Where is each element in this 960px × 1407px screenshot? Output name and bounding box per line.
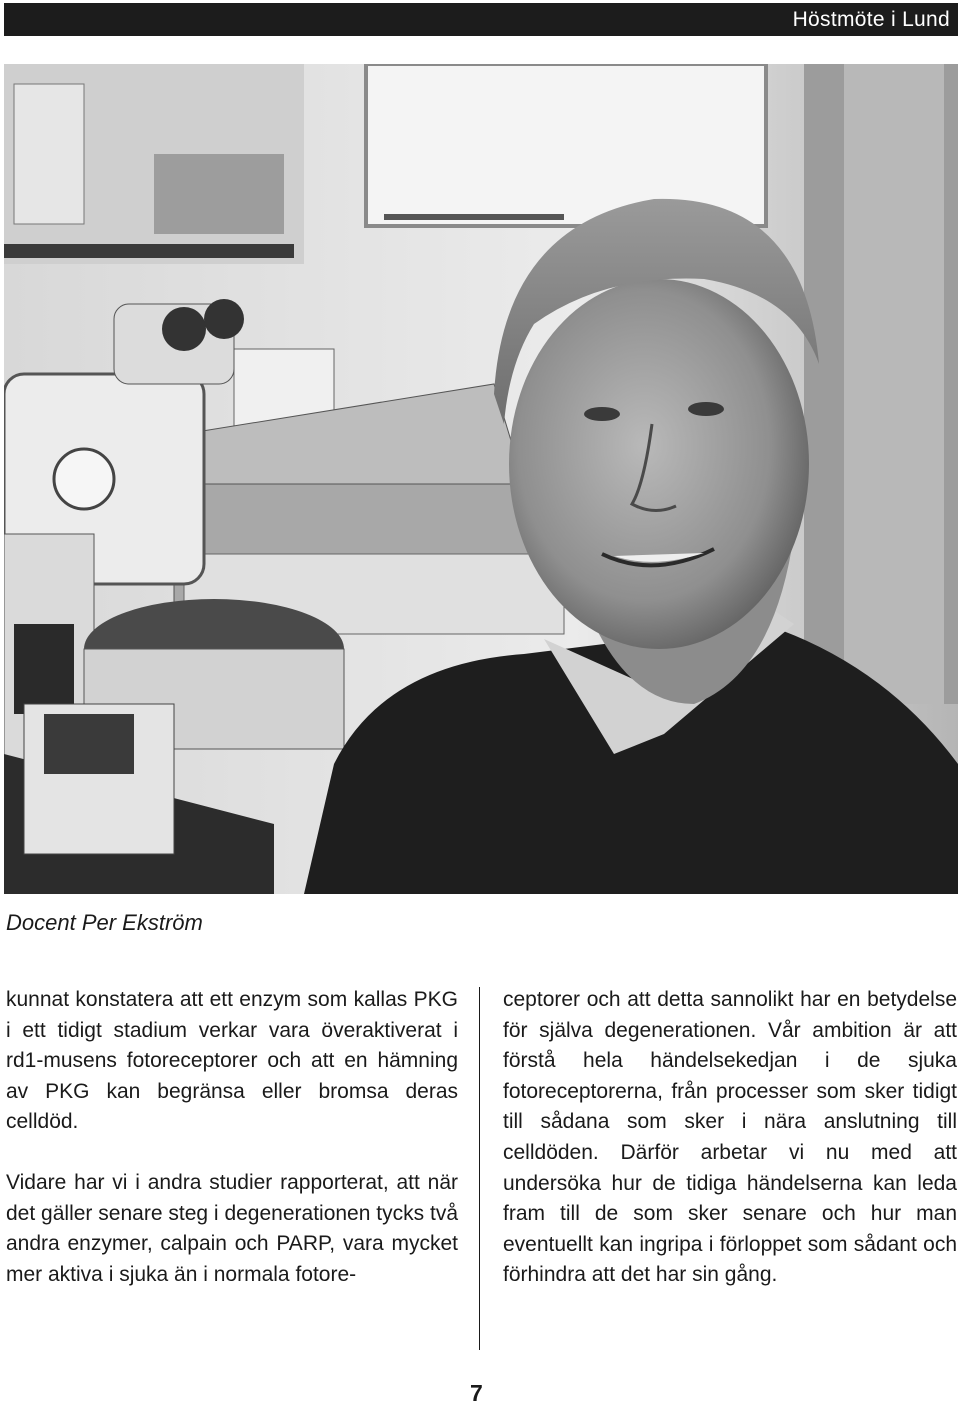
paragraph: Vidare har vi i andra studier rapporterat, att när det gäller senare steg i degenerationen tycks två andra enzymer, calpain och PARP, vara mycket mer aktiva i sjuka än i normala fotore- <box>6 1170 458 1286</box>
paragraph: kunnat konstatera att ett enzym som kallas PKG i ett tidigt stadium verkar vara överaktiverat i rd1-musens fotoreceptorer och att en hämning av PKG kan begränsa eller bromsa deras celldöd. <box>6 988 458 1134</box>
photo-caption: Docent Per Ekström <box>6 910 203 935</box>
text-column-left <box>6 985 458 1290</box>
header-title: Höstmöte i Lund <box>792 8 950 31</box>
header-bar <box>4 3 958 36</box>
page-number: 7 <box>470 1380 483 1406</box>
text-column-right <box>503 985 957 1291</box>
column-divider <box>479 987 480 1350</box>
portrait-photo <box>4 64 958 894</box>
paragraph: ceptorer och att detta sannolikt har en betydelse för själva degenerationen. Vår ambition är att förstå hela händelsekedjan i de sjuka fotoreceptorerna, från processer som sker tidigt till sådana som sker i nära anslutning till celldöden. Därför arbetar vi nu med att undersöka hur de tidiga händelserna kan leda fram till de som sker senare och hur man eventuellt kan ingripa i förloppet som sådant och förhindra att det har sin gång. <box>503 988 957 1287</box>
